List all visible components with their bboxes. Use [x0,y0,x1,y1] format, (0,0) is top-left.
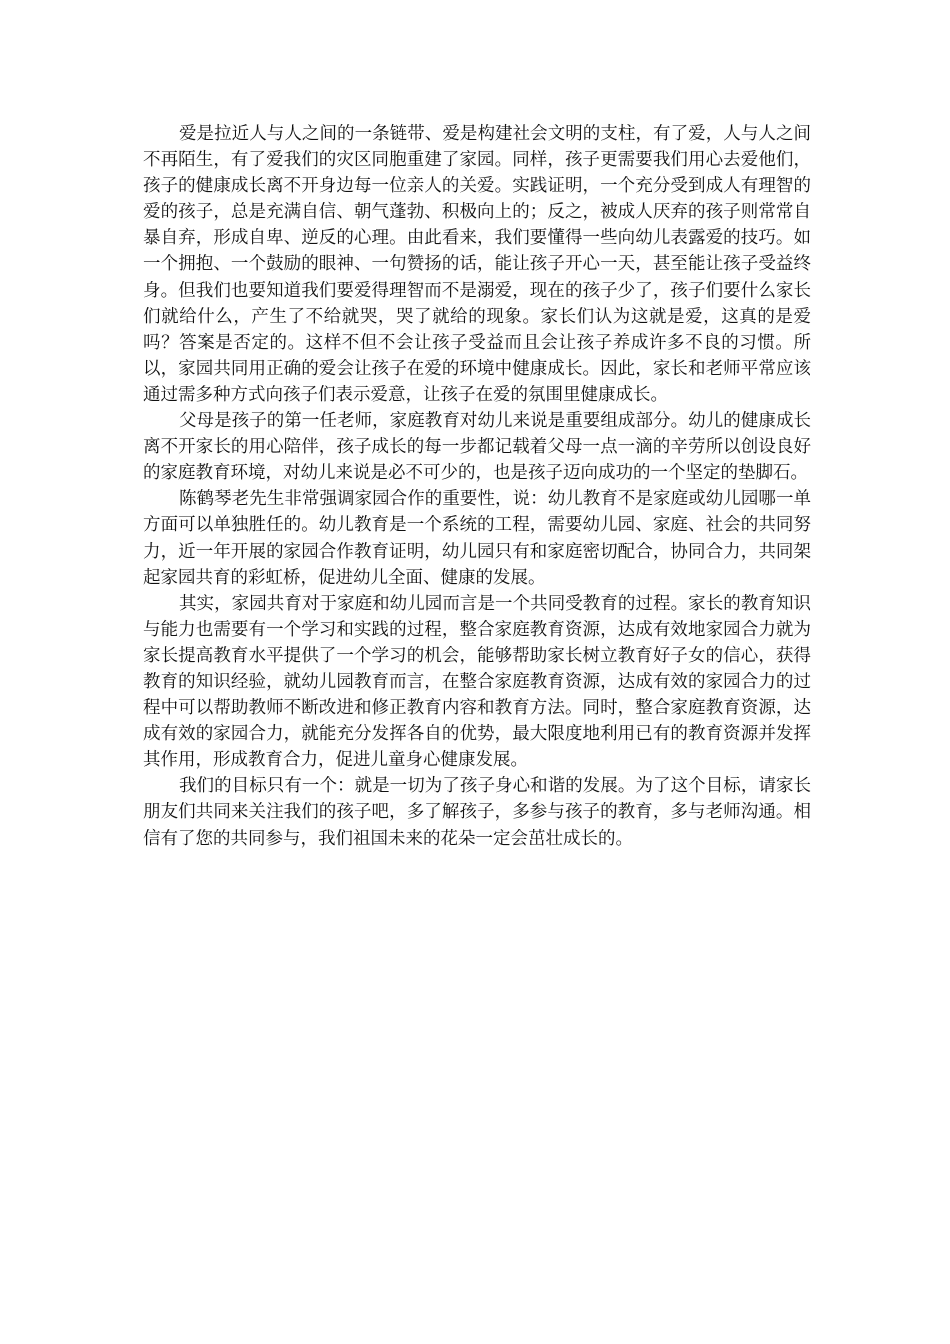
paragraph-2: 父母是孩子的第一任老师，家庭教育对幼儿来说是重要组成部分。幼儿的健康成长离不开家长的用心陪伴，孩子成长的每一步都记载着父母一点一滴的辛劳所以创设良好的家庭教育环境，对幼儿来说是必不可少的，也是孩子迈向成功的一个坚定的垫脚石。 [143,411,811,484]
paragraph-5: 我们的目标只有一个：就是一切为了孩子身心和谐的发展。为了这个目标，请家长朋友们共同来关注我们的孩子吧，多了解孩子，多参与孩子的教育，多与老师沟通。相信有了您的共同参与，我们祖国未来的花朵一定会茁壮成长的。 [143,776,811,849]
paragraph-1: 爱是拉近人与人之间的一条链带、爱是构建社会文明的支柱，有了爱，人与人之间不再陌生，有了爱我们的灾区同胞重建了家园。同样，孩子更需要我们用心去爱他们，孩子的健康成长离不开身边每一位亲人的关爱。实践证明，一个充分受到成人有理智的爱的孩子，总是充满自信、朝气蓬勃、积极向上的；反之，被成人厌弃的孩子则常常自暴自弃，形成自卑、逆反的心理。由此看来，我们要懂得一些向幼儿表露爱的技巧。如一个拥抱、一个鼓励的眼神、一句赞扬的话，能让孩子开心一天，甚至能让孩子受益终身。但我们也要知道我们要爱得理智而不是溺爱，现在的孩子少了，孩子们要什么家长们就给什么，产生了不给就哭，哭了就给的现象。家长们认为这就是爱，这真的是爱吗？答案是否定的。这样不但不会让孩子受益而且会让孩子养成许多不良的习惯。所以，家园共同用正确的爱会让孩子在爱的环境中健康成长。因此，家长和老师平常应该通过需多种方式向孩子们表示爱意，让孩子在爱的氛围里健康成长。 [143,124,811,405]
document-body [143,121,811,852]
paragraph-3: 陈鹤琴老先生非常强调家园合作的重要性，说：幼儿教育不是家庭或幼儿园哪一单方面可以单独胜任的。幼儿教育是一个系统的工程，需要幼儿园、家庭、社会的共同努力，近一年开展的家园合作教育证明，幼儿园只有和家庭密切配合，协同合力，共同架起家园共育的彩虹桥，促进幼儿全面、健康的发展。 [143,489,811,588]
paragraph-4: 其实，家园共育对于家庭和幼儿园而言是一个共同受教育的过程。家长的教育知识与能力也需要有一个学习和实践的过程，整合家庭教育资源，达成有效地家园合力就为家长提高教育水平提供了一个学习的机会，能够帮助家长树立教育好子女的信心，获得教育的知识经验，就幼儿园教育而言，在整合家庭教育资源，达成有效的家园合力的过程中可以帮助教师不断改进和修正教育内容和教育方法。同时，整合家庭教育资源，达成有效的家园合力，就能充分发挥各自的优势，最大限度地利用已有的教育资源并发挥其作用，形成教育合力，促进儿童身心健康发展。 [143,593,811,771]
